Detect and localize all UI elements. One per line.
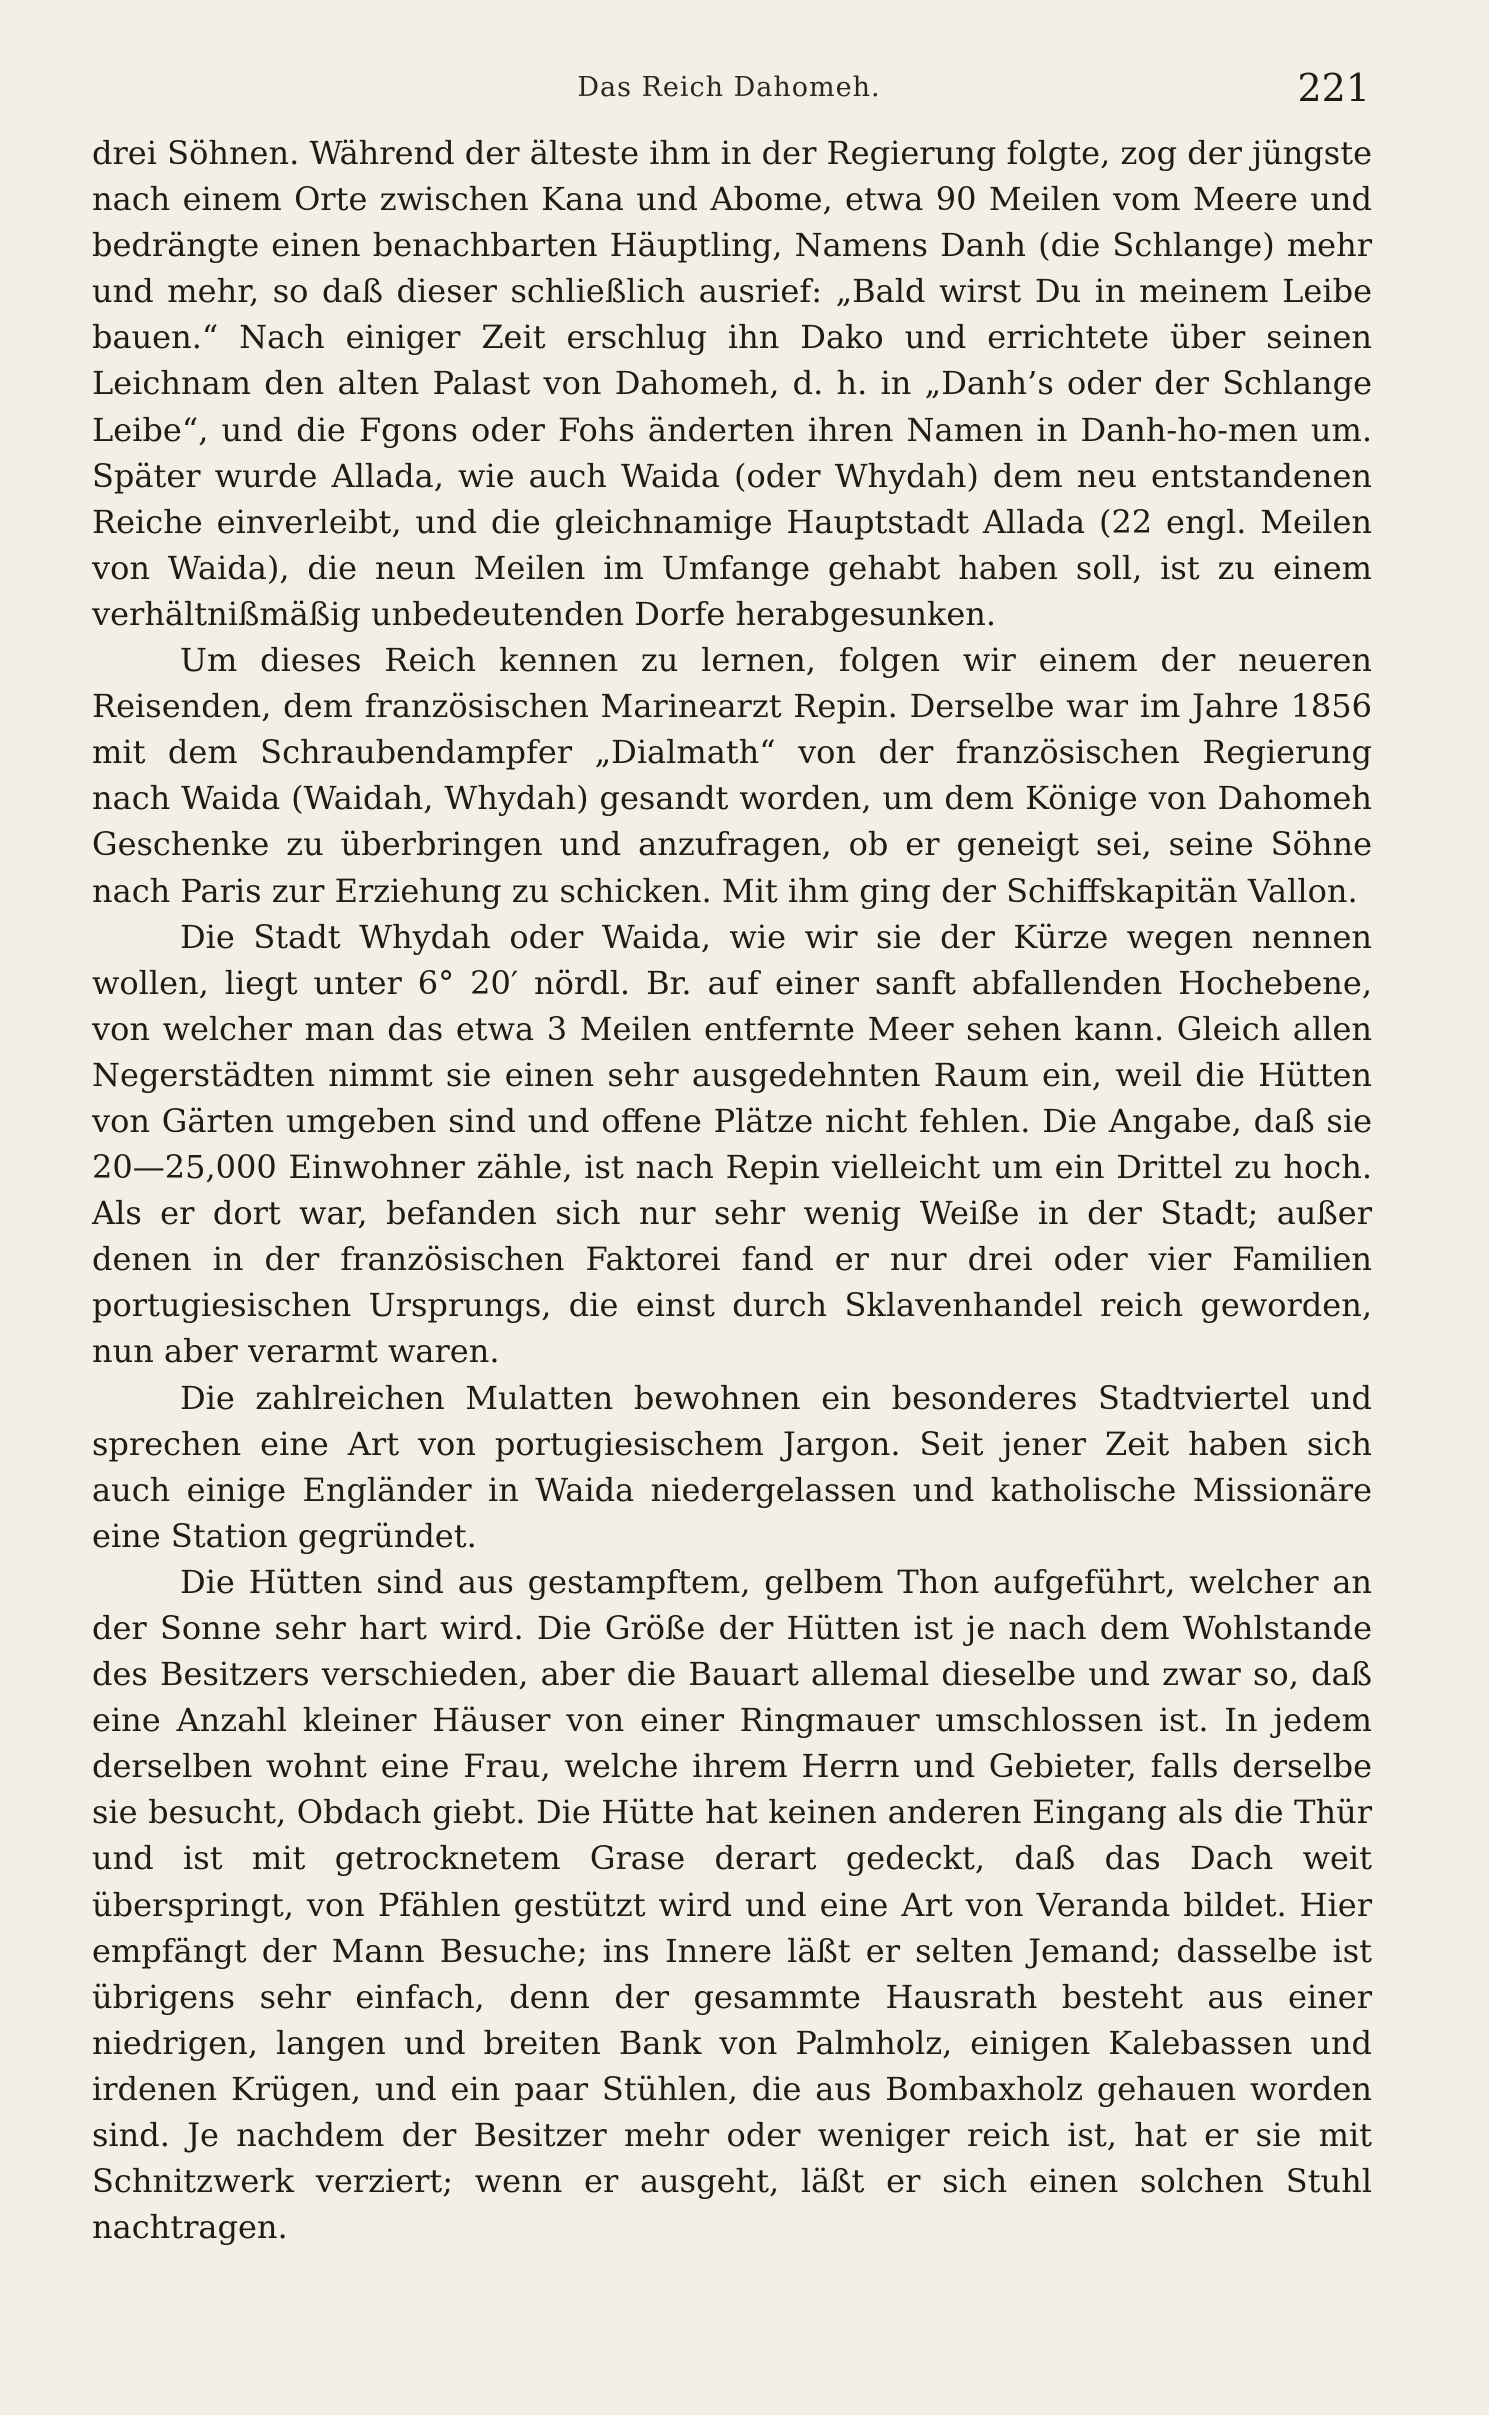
paragraph-4: Die zahlreichen Mulatten bewohnen ein besonderes Stadtviertel und sprechen eine Art von portugiesischem Jargon. Seit jener Zeit haben sich auch einige Engländer in Waida niedergelassen und katholische Missionäre eine Station gegründet. [92, 1378, 1372, 1555]
paragraph-5: Die Hütten sind aus gestampftem, gelbem Thon aufgeführt, welcher an der Sonne sehr hart wird. Die Größe der Hütten ist je nach dem Wohlstande des Besitzers verschieden, aber die Bauart allemal dieselbe und zwar so, daß eine Anzahl kleiner Häuser von einer Ringmauer umschlossen ist. In jedem derselben wohnt eine Frau, welche ihrem Herrn und Gebieter, falls derselbe sie besucht, Obdach giebt. Die Hütte hat keinen anderen Eingang als die Thür und ist mit getrocknetem Grase derart gedeckt, daß das Dach weit überspringt, von Pfählen gestützt wird und eine Art von Veranda bildet. Hier empfängt der Mann Besuche; ins Innere läßt er selten Jemand; dasselbe ist übrigens sehr einfach, denn der gesammte Hausrath besteht aus einer niedrigen, langen und breiten Bank von Palmholz, einigen Kalebassen und irdenen Krügen, und ein paar Stühlen, die aus Bombaxholz gehauen worden sind. Je nachdem der Besitzer mehr oder weniger reich ist, hat er sie mit Schnitzwerk verziert; wenn er ausgeht, läßt er sich einen solchen Stuhl nachtragen. [92, 1562, 1372, 2247]
running-title: Das Reich Dahomeh. [577, 72, 881, 103]
paragraph-2: Um dieses Reich kennen zu lernen, folgen wir einem der neueren Reisenden, dem französischen Marinearzt Repin. Derselbe war im Jahre 1856 mit dem Schraubendampfer „Dialmath“ von der französischen Regierung nach Waida (Waidah, Whydah) gesandt worden, um dem Könige von Dahomeh Geschenke zu überbringen und anzufragen, ob er geneigt sei, seine Söhne nach Paris zur Erziehung zu schicken. Mit ihm ging der Schiffskapitän Vallon. [92, 641, 1372, 910]
page-header [88, 66, 1370, 116]
page-number: 221 [1297, 66, 1370, 110]
paragraph-3: Die Stadt Whydah oder Waida, wie wir sie der Kürze wegen nennen wollen, liegt unter 6° 20′ nördl. Br. auf einer sanft abfallenden Hochebene, von welcher man das etwa 3 Meilen entfernte Meer sehen kann. Gleich allen Negerstädten nimmt sie einen sehr ausgedehnten Raum ein, weil die Hütten von Gärten umgeben sind und offene Plätze nicht fehlen. Die Angabe, daß sie 20—25,000 Einwohner zähle, ist nach Repin vielleicht um ein Drittel zu hoch. Als er dort war, befanden sich nur sehr wenig Weiße in der Stadt; außer denen in der französischen Faktorei fand er nur drei oder vier Familien portugiesischen Ursprungs, die einst durch Sklavenhandel reich geworden, nun aber verarmt waren. [92, 917, 1372, 1371]
paragraph-1: drei Söhnen. Während der älteste ihm in der Regierung folgte, zog der jüngste nach einem Orte zwischen Kana und Abome, etwa 90 Meilen vom Meere und bedrängte einen benachbarten Häuptling, Namens Danh (die Schlange) mehr und mehr, so daß dieser schließlich ausrief: „Bald wirst Du in meinem Leibe bauen.“ Nach einiger Zeit erschlug ihn Dako und errichtete über seinen Leichnam den alten Palast von Dahomeh, d. h. in „Danh’s oder der Schlange Leibe“, und die Fgons oder Fohs änderten ihren Namen in Danh-ho-men um. Später wurde Allada, wie auch Waida (oder Whydah) dem neu entstandenen Reiche einverleibt, und die gleichnamige Hauptstadt Allada (22 engl. Meilen von Waida), die neun Meilen im Umfange gehabt haben soll, ist zu einem verhältnißmäßig unbedeutenden Dorfe herabgesunken. [92, 134, 1372, 633]
body-text [92, 130, 1372, 2250]
